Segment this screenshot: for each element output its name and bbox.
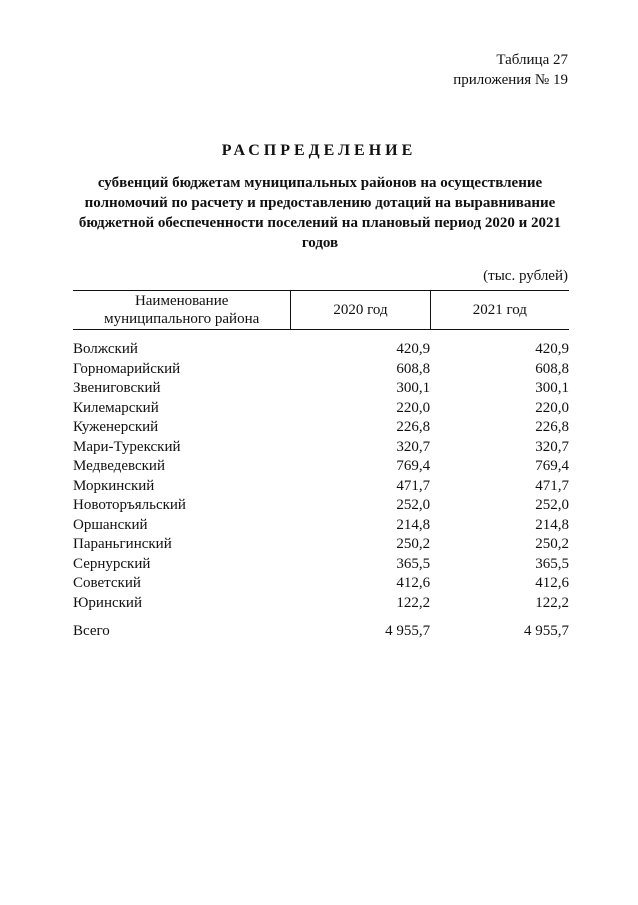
value-2021: 412,6	[535, 575, 569, 591]
table-row	[73, 330, 569, 360]
value-2020: 300,1	[396, 380, 431, 396]
district-name: Волжский	[73, 341, 138, 357]
value-2020: 412,6	[396, 575, 431, 591]
total-label: Всего	[73, 623, 110, 639]
value-2021: 122,2	[535, 594, 569, 611]
table-caption	[453, 50, 568, 90]
value-2020: 214,8	[396, 516, 431, 533]
total-value-2020: 4 955,7	[385, 623, 431, 639]
value-2020: 420,9	[396, 341, 431, 357]
district-name: Килемарский	[73, 399, 159, 416]
distribution-table	[73, 290, 569, 642]
value-2021: 252,0	[535, 497, 569, 513]
value-2020: 320,7	[396, 438, 431, 455]
total-value-2021: 4 955,7	[524, 623, 569, 639]
district-name: Юринский	[73, 594, 142, 611]
district-name: Параньгинский	[73, 536, 172, 552]
value-2020: 608,8	[396, 360, 431, 377]
table-row	[73, 438, 569, 458]
value-2021: 608,8	[535, 360, 569, 377]
value-2021: 250,2	[535, 536, 569, 552]
district-name: Моркинский	[73, 477, 155, 494]
header-year-2020: 2020 год	[291, 291, 430, 330]
value-2020: 769,4	[396, 458, 431, 474]
district-name: Звениговский	[73, 380, 161, 396]
value-2020: 220,0	[396, 399, 431, 416]
table-row	[73, 496, 569, 516]
table-row	[73, 555, 569, 575]
header-district-name-line2: муниципального района	[104, 311, 260, 327]
table-row	[73, 360, 569, 380]
table-row	[73, 457, 569, 477]
value-2021: 420,9	[535, 341, 569, 357]
header-district-name	[73, 291, 291, 330]
value-2020: 471,7	[396, 477, 431, 494]
appendix-number: приложения № 19	[453, 72, 568, 88]
value-2020: 252,0	[396, 497, 431, 513]
value-2021: 220,0	[535, 399, 569, 416]
table-row	[73, 418, 569, 438]
district-name: Горномарийский	[73, 360, 181, 377]
table-row	[73, 477, 569, 497]
table-header-row	[73, 291, 569, 330]
table-row	[73, 379, 569, 399]
table-row	[73, 574, 569, 594]
table-row	[73, 535, 569, 555]
value-2021: 320,7	[535, 438, 569, 455]
table-number: Таблица 27	[496, 52, 568, 68]
header-district-name-line1: Наименование	[134, 293, 229, 309]
value-2020: 122,2	[396, 594, 431, 611]
value-2020: 226,8	[396, 419, 431, 435]
district-name: Куженерский	[73, 419, 159, 435]
district-name: Мари-Турекский	[73, 438, 181, 455]
district-name: Медведевский	[73, 458, 165, 474]
total-row	[73, 613, 569, 642]
district-name: Новоторъяльский	[73, 497, 186, 513]
district-name: Советский	[73, 575, 141, 591]
value-2021: 214,8	[535, 516, 569, 533]
value-2021: 300,1	[535, 380, 569, 396]
header-year-2021: 2021 год	[430, 291, 569, 330]
table-row	[73, 594, 569, 614]
units-label: (тыс. рублей)	[483, 268, 568, 284]
district-name: Сернурский	[73, 555, 151, 572]
value-2020: 250,2	[396, 536, 431, 552]
value-2021: 226,8	[535, 419, 569, 435]
value-2021: 471,7	[535, 477, 569, 494]
document-subtitle: субвенций бюджетам муниципальных районов на осуществление полномочий по расчету и предоставлению дотаций на выравнивание бюджетной обеспеченности поселений на плановый период 2020 и 2021 годов	[78, 175, 562, 251]
district-name: Оршанский	[73, 516, 148, 533]
value-2021: 769,4	[535, 458, 569, 474]
document-title: РАСПРЕДЕЛЕНИЕ	[221, 142, 417, 159]
value-2020: 365,5	[396, 555, 431, 572]
value-2021: 365,5	[535, 555, 569, 572]
table-row	[73, 516, 569, 536]
table-row	[73, 399, 569, 419]
